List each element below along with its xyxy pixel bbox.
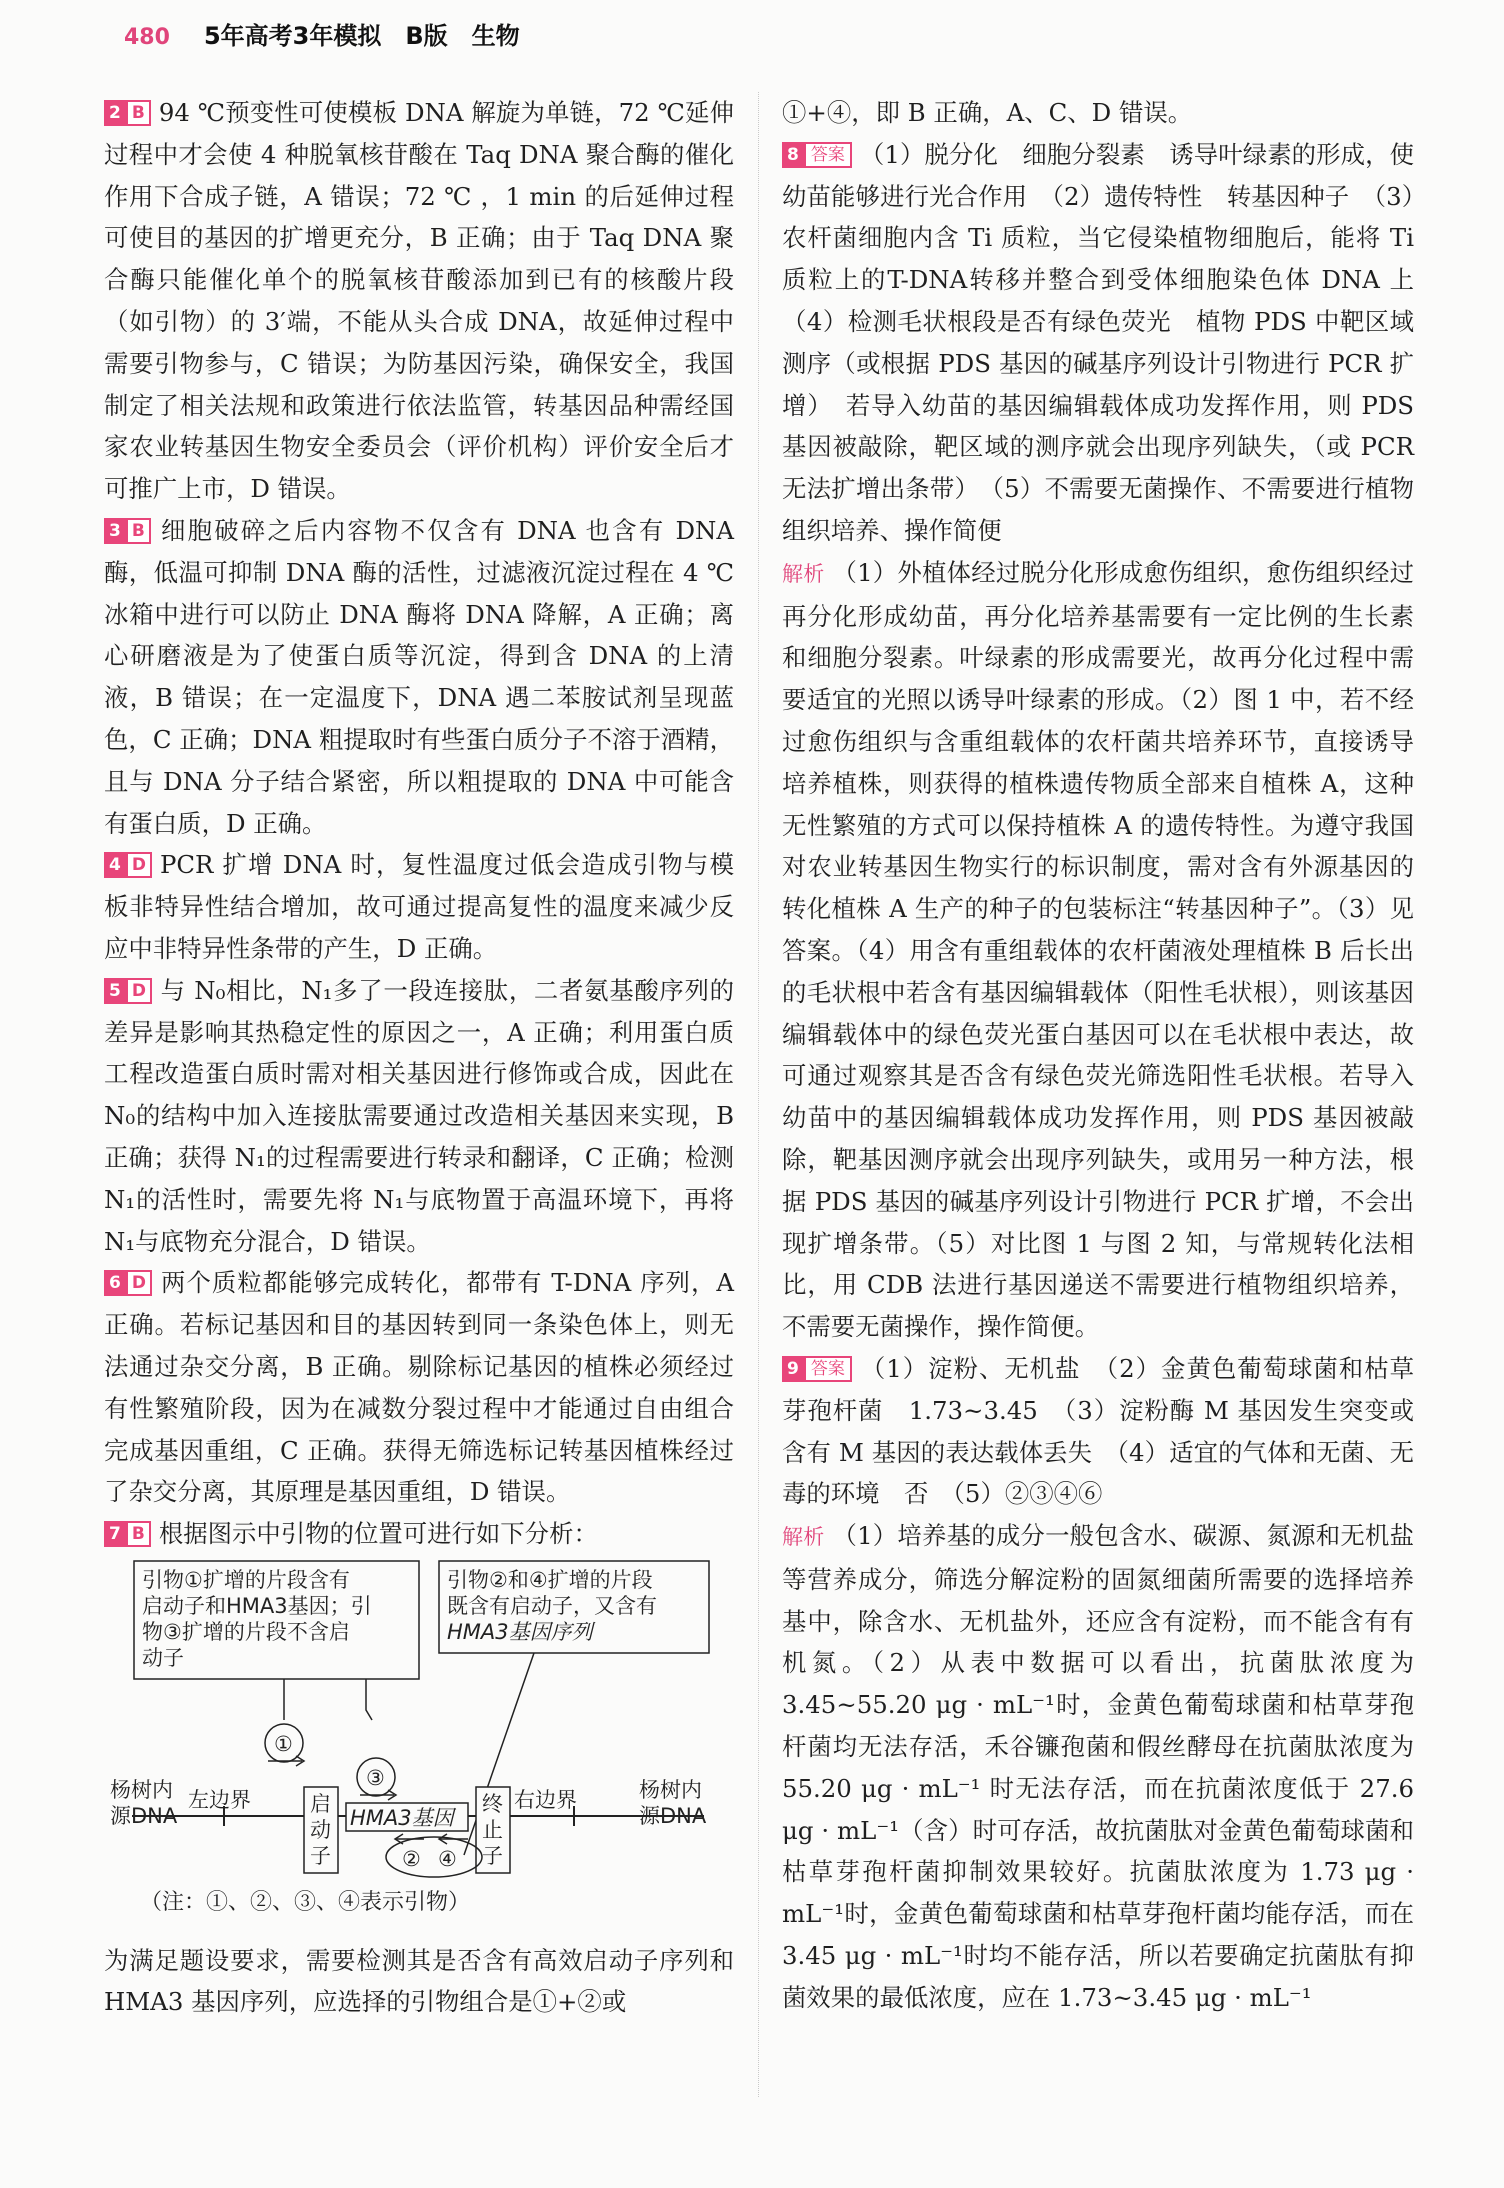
right-dna-label: 杨树内源DNA	[639, 1777, 707, 1828]
question-2	[104, 92, 734, 510]
question-7-conclusion: 为满足题设要求，需要检测其是否含有高效启动子序列和 HMA3 基因序列，应选择的引物组合是①+②或	[104, 1945, 734, 2017]
question-8	[782, 134, 1439, 552]
question-number: 5	[104, 978, 126, 1004]
diagram-note: （注：①、②、③、④表示引物）	[140, 1889, 471, 1915]
question-6	[104, 1262, 734, 1513]
promoter-label: 启动子	[310, 1791, 331, 1868]
hma3-gene-label: HMA3基因	[350, 1805, 454, 1830]
answer-text: （1）淀粉、无机盐 （2）金黄色葡萄球菌和枯草芽孢杆菌 1.73~3.45 （3）淀粉酶 M 基因发生突变或含有 M 基因的表达载体丢失 （4）适宜的气体和无菌、无毒的环境 否 （5）②③④⑥	[782, 1353, 1414, 1509]
explanation-text: 与 N₀相比，N₁多了一段连接肽，二者氨基酸序列的差异是影响其热稳定性的原因之一，A 正确；利用蛋白质工程改造蛋白质时需对相关基因进行修饰或合成，因此在 N₀的结构中加入连接肽需要通过改造相关基因来实现，B 正确；获得 N₁的过程需要进行转录和翻译，C 正确；检测 N₁的活性时，需要先将 N₁与底物置于高温环境下，再将 N₁与底物充分混合，D 错误。	[104, 975, 734, 1256]
primer-3-label: ③	[366, 1765, 385, 1790]
explanation-text: 94 ℃预变性可使模板 DNA 解旋为单链，72 ℃延伸过程中才会使 4 种脱氧核苷酸在 Taq DNA 聚合酶的催化作用下合成子链，A 错误；72 ℃ ，1 min 的后延伸过程可使目的基因的扩增更充分，B 正确；由于 Taq DNA 聚合酶只能催化单个的脱氧核苷酸添加到已有的核酸片段（如引物）的 3′端，不能从头合成 DNA，故延伸过程中需要引物参与，C 错误；为防基因污染，确保安全，我国制定了相关法规和政策进行依法监管，转基因品种需经国家农业转基因生物安全委员会（评价机构）评价安全后才可推广上市，D 错误。	[104, 98, 734, 504]
question-number: 7	[104, 1521, 126, 1547]
analysis-text: （1）外植体经过脱分化形成愈伤组织，愈伤组织经过再分化形成幼苗，再分化培养基需要有一定比例的生长素和细胞分裂素。叶绿素的形成需要光，故再分化过程中需要适宜的光照以诱导叶绿素的形成。（2）图 1 中，若不经过愈伤组织与含重组载体的农杆菌共培养环节，直接诱导培养植株，则获得的植株遗传物质全部来自植株 A，这种无性繁殖的方式可以保持植株 A 的遗传特性。为遵守我国对农业转基因生物实行的标识制度，需对含有外源基因的转化植株 A 生产的种子的包装标注“转基因种子”。（3）见答案。（4）用含有重组载体的农杆菌液处理植株 B 后长出的毛状根中若含有基因编辑载体（阳性毛状根），则该基因编辑载体中的绿色荧光蛋白基因可以在毛状根中表达，故可通过观察其是否含有绿色荧光筛选阳性毛状根。若导入幼苗中的基因编辑载体成功发挥作用，则 PDS 基因被敲除，靶基因测序就会出现序列缺失，或用另一种方法，根据 PDS 基因的碱基序列设计引物进行 PCR 扩增，不会出现扩增条带。（5）对比图 1 与图 2 知，与常规转化法相比，用 CDB 法进行基因递送不需要进行植物组织培养，不需要无菌操作，操作简便。	[782, 557, 1415, 1342]
terminator-label: 终止子	[482, 1791, 503, 1868]
answer-tag: 答案	[804, 142, 852, 168]
question-number: 2	[104, 100, 126, 126]
question-7-intro: 根据图示中引物的位置可进行如下分析：	[158, 1519, 598, 1549]
analysis-label: 解析	[782, 1525, 825, 1550]
answer-letter: B	[126, 100, 151, 126]
question-number: 3	[104, 518, 126, 544]
question-7	[104, 1513, 734, 1555]
column-divider	[758, 92, 759, 2097]
answer-letter: B	[126, 518, 151, 544]
right-border-label: 右边界	[514, 1787, 577, 1812]
answer-letter: B	[126, 1521, 151, 1547]
answer-tag: 答案	[804, 1356, 852, 1382]
primer-4-label: ④	[438, 1846, 457, 1871]
question-3	[104, 510, 734, 844]
page-number: 480	[124, 25, 170, 50]
left-dna-label: 杨树内源DNA	[110, 1777, 178, 1828]
question-number: 6	[104, 1270, 126, 1296]
annotation-box-1-text: 引物①扩增的片段含有启动子和HMA3基因；引物③扩增的片段不含启动子	[142, 1567, 372, 1670]
annotation-box-2-text: 引物②和④扩增的片段既含有启动子，又含有 HMA3基因序列	[447, 1567, 657, 1644]
left-border-label: 左边界	[188, 1787, 251, 1812]
primer-2-label: ②	[402, 1846, 421, 1871]
question-number: 9	[782, 1356, 804, 1382]
analysis-label: 解析	[782, 561, 825, 586]
answer-letter: D	[126, 852, 152, 878]
question-number: 8	[782, 142, 804, 168]
book-title: 5年高考3年模拟 B版 生物	[203, 22, 520, 50]
question-8-analysis	[782, 552, 1414, 1348]
question-4	[104, 844, 734, 969]
question-number: 4	[104, 852, 126, 878]
explanation-text: 细胞破碎之后内容物不仅含有 DNA 也含有 DNA 酶，低温可抑制 DNA 酶的活性，过滤液沉淀过程在 4 ℃冰箱中进行可以防止 DNA 酶将 DNA 降解，A 正确；离心研磨液是为了使蛋白质等沉淀，得到含 DNA 的上清液，B 错误；在一定温度下，DNA 遇二苯胺试剂呈现蓝色，C 正确；DNA 粗提取时有些蛋白质分子不溶于酒精，且与 DNA 分子结合紧密，所以粗提取的 DNA 中可能含有蛋白质，D 正确。	[104, 515, 734, 838]
page-header	[124, 16, 520, 60]
explanation-text: 两个质粒都能够完成转化，都带有 T-DNA 序列，A 正确。若标记基因和目的基因转到同一条染色体上，则无法通过杂交分离，B 正确。剔除标记基因的植株必须经过有性繁殖阶段，因为在减数分裂过程中才能通过自由组合完成基因重组，C 正确。获得无筛选标记转基因植株经过了杂交分离，其原理是基因重组，D 错误。	[104, 1268, 734, 1507]
answer-letter: D	[126, 1270, 152, 1296]
explanation-text: PCR 扩增 DNA 时，复性温度过低会造成引物与模板非特异性结合增加，故可通过提高复性的温度来减少反应中非特异性条带的产生，D 正确。	[104, 850, 734, 963]
question-7-continued: ①+④，即 B 正确，A、C、D 错误。	[782, 98, 1193, 127]
answer-text: （1）脱分化 细胞分裂素 诱导叶绿素的形成，使幼苗能够进行光合作用 （2）遗传特性 转基因种子 （3）农杆菌细胞内含 Ti 质粒，当它侵染植物细胞后，能将 Ti 质粒上的T-DNA转移并整合到受体细胞染色体 DNA 上 （4）检测毛状根段是否有绿色荧光 植物 PDS 中靶区域测序（或根据 PDS 基因的碱基序列设计引物进行 PCR 扩增） 若导入幼苗的基因编辑载体成功发挥作用，则 PDS 基因被敲除，靶区域的测序就会出现序列缺失，（或 PCR 无法扩增出条带） （5）不需要无菌操作、不需要进行植物组织培养、操作简便	[782, 139, 1439, 545]
primer-1-label: ①	[274, 1731, 293, 1756]
question-9-analysis	[782, 1515, 1414, 2019]
answer-letter: D	[126, 978, 152, 1004]
question-5	[104, 970, 734, 1263]
question-9	[782, 1348, 1414, 1515]
left-column	[104, 92, 734, 2023]
right-column	[782, 92, 1439, 2019]
primer-diagram	[104, 1555, 734, 1927]
analysis-text: （1）培养基的成分一般包含水、碳源、氮源和无机盐等营养成分，筛选分解淀粉的固氮细菌所需要的选择培养基中，除含水、无机盐外，还应含有淀粉，而不能含有有机氮。（2）从表中数据可以看出，抗菌肽浓度为 3.45~55.20 μg · mL⁻¹时，金黄色葡萄球菌和枯草芽孢杆菌均无法存活，禾谷镰孢菌和假丝酵母在抗菌肽浓度为55.20 μg · mL⁻¹ 时无法存活，而在抗菌浓度低于 27.6 μg · mL⁻¹（含）时可存活，故抗菌肽对金黄色葡萄球菌和枯草芽孢杆菌抑制效果较好。抗菌肽浓度为 1.73 μg · mL⁻¹时，金黄色葡萄球菌和枯草芽孢杆菌均能存活，而在 3.45 μg · mL⁻¹时均不能存活，所以若要确定抗菌肽有抑菌效果的最低浓度，应在 1.73~3.45 μg · mL⁻¹	[782, 1521, 1415, 2012]
